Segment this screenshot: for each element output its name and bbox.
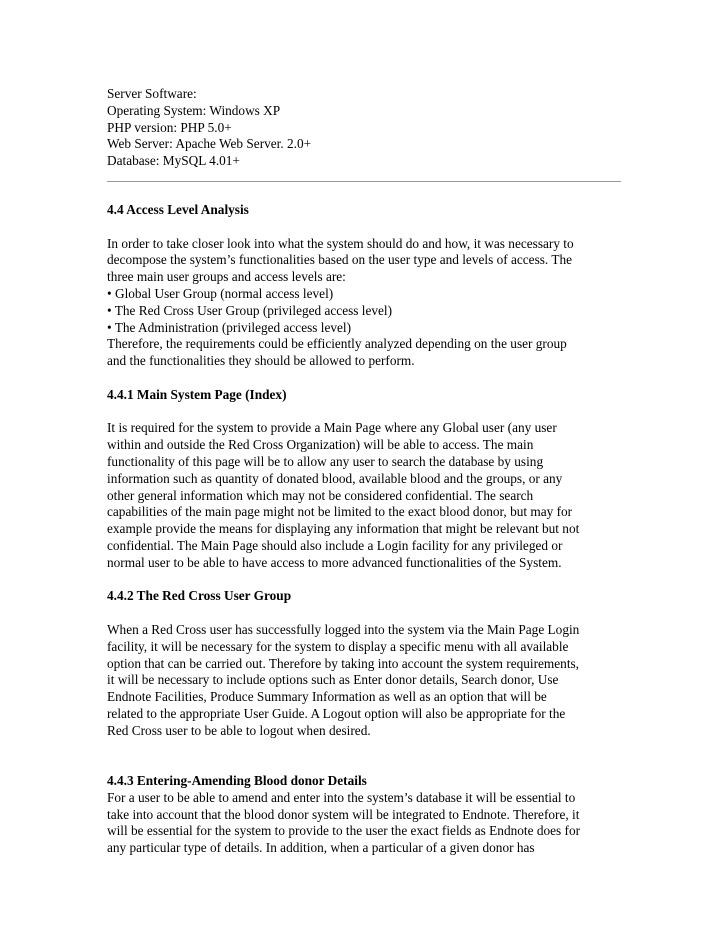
paragraph-line: Red Cross user to be able to logout when desired.: [107, 722, 371, 738]
database-line: Database: MySQL 4.01+: [107, 153, 240, 169]
bullet-item: • The Red Cross User Group (privileged access level): [107, 302, 393, 318]
paragraph-line: facility, it will be necessary for the system to display a specific menu with all available: [107, 638, 569, 654]
paragraph-line: take into account that the blood donor system will be integrated to Endnote. Therefore, it: [107, 806, 580, 822]
server-software-block: [107, 86, 627, 170]
paragraph-line: other general information which may not be considered confidential. The search: [107, 487, 534, 503]
paragraph-line: capabilities of the main page might not be limited to the exact blood donor, but may for: [107, 504, 573, 520]
document-body: [107, 86, 627, 857]
section-4-4: [107, 202, 627, 370]
section-heading: 4.4 Access Level Analysis: [107, 201, 249, 217]
paragraph-line: it will be necessary to include options such as Enter donor details, Search donor, Use: [107, 672, 559, 688]
paragraph-line: Endnote Facilities, Produce Summary Information as well as an option that will be: [107, 689, 547, 705]
paragraph-line: and the functionalities they should be allowed to perform.: [107, 353, 415, 369]
section-4-4-1: [107, 387, 627, 572]
operating-system-line: Operating System: Windows XP: [107, 102, 281, 118]
php-version-line: PHP version: PHP 5.0+: [107, 119, 232, 135]
section-heading: 4.4.1 Main System Page (Index): [107, 386, 287, 402]
paragraph-line: within and outside the Red Cross Organization) will be able to access. The main: [107, 437, 534, 453]
web-server-line: Web Server: Apache Web Server. 2.0+: [107, 136, 312, 152]
paragraph-line: normal user to be able to have access to more advanced functionalities of the System.: [107, 554, 562, 570]
paragraph-line: When a Red Cross user has successfully logged into the system via the Main Page Login: [107, 621, 580, 637]
paragraph-line: option that can be carried out. Therefore by taking into account the system requirements,: [107, 655, 580, 671]
paragraph-line: confidential. The Main Page should also include a Login facility for any privileged or: [107, 537, 563, 553]
paragraph-line: decompose the system’s functionalities based on the user type and levels of access. The: [107, 252, 573, 268]
paragraph-line: Therefore, the requirements could be efficiently analyzed depending on the user group: [107, 336, 567, 352]
paragraph-line: functionality of this page will be to allow any user to search the database by using: [107, 453, 544, 469]
section-heading: 4.4.2 The Red Cross User Group: [107, 588, 292, 604]
section-4-4-2: [107, 588, 627, 739]
paragraph-line: related to the appropriate User Guide. A Logout option will also be appropriate for the: [107, 705, 566, 721]
paragraph-line: In order to take closer look into what the system should do and how, it was necessary to: [107, 235, 574, 251]
bullet-item: • The Administration (privileged access level): [107, 319, 352, 335]
section-heading: 4.4.3 Entering-Amending Blood donor Details: [107, 773, 367, 789]
bullet-item: • Global User Group (normal access level): [107, 285, 334, 301]
paragraph-line: three main user groups and access levels are:: [107, 269, 346, 285]
paragraph-line: example provide the means for displaying any information that might be relevant but not: [107, 521, 580, 537]
paragraph-line: information such as quantity of donated blood, available blood and the groups, or any: [107, 470, 563, 486]
paragraph-line: It is required for the system to provide a Main Page where any Global user (any user: [107, 420, 557, 436]
section-4-4-3: [107, 773, 627, 857]
paragraph-line: For a user to be able to amend and enter into the system’s database it will be essential to: [107, 789, 576, 805]
paragraph-line: any particular type of details. In addition, when a particular of a given donor has: [107, 840, 535, 856]
server-software-label: Server Software:: [107, 86, 197, 101]
paragraph-line: will be essential for the system to provide to the user the exact fields as Endnote does for: [107, 823, 581, 839]
